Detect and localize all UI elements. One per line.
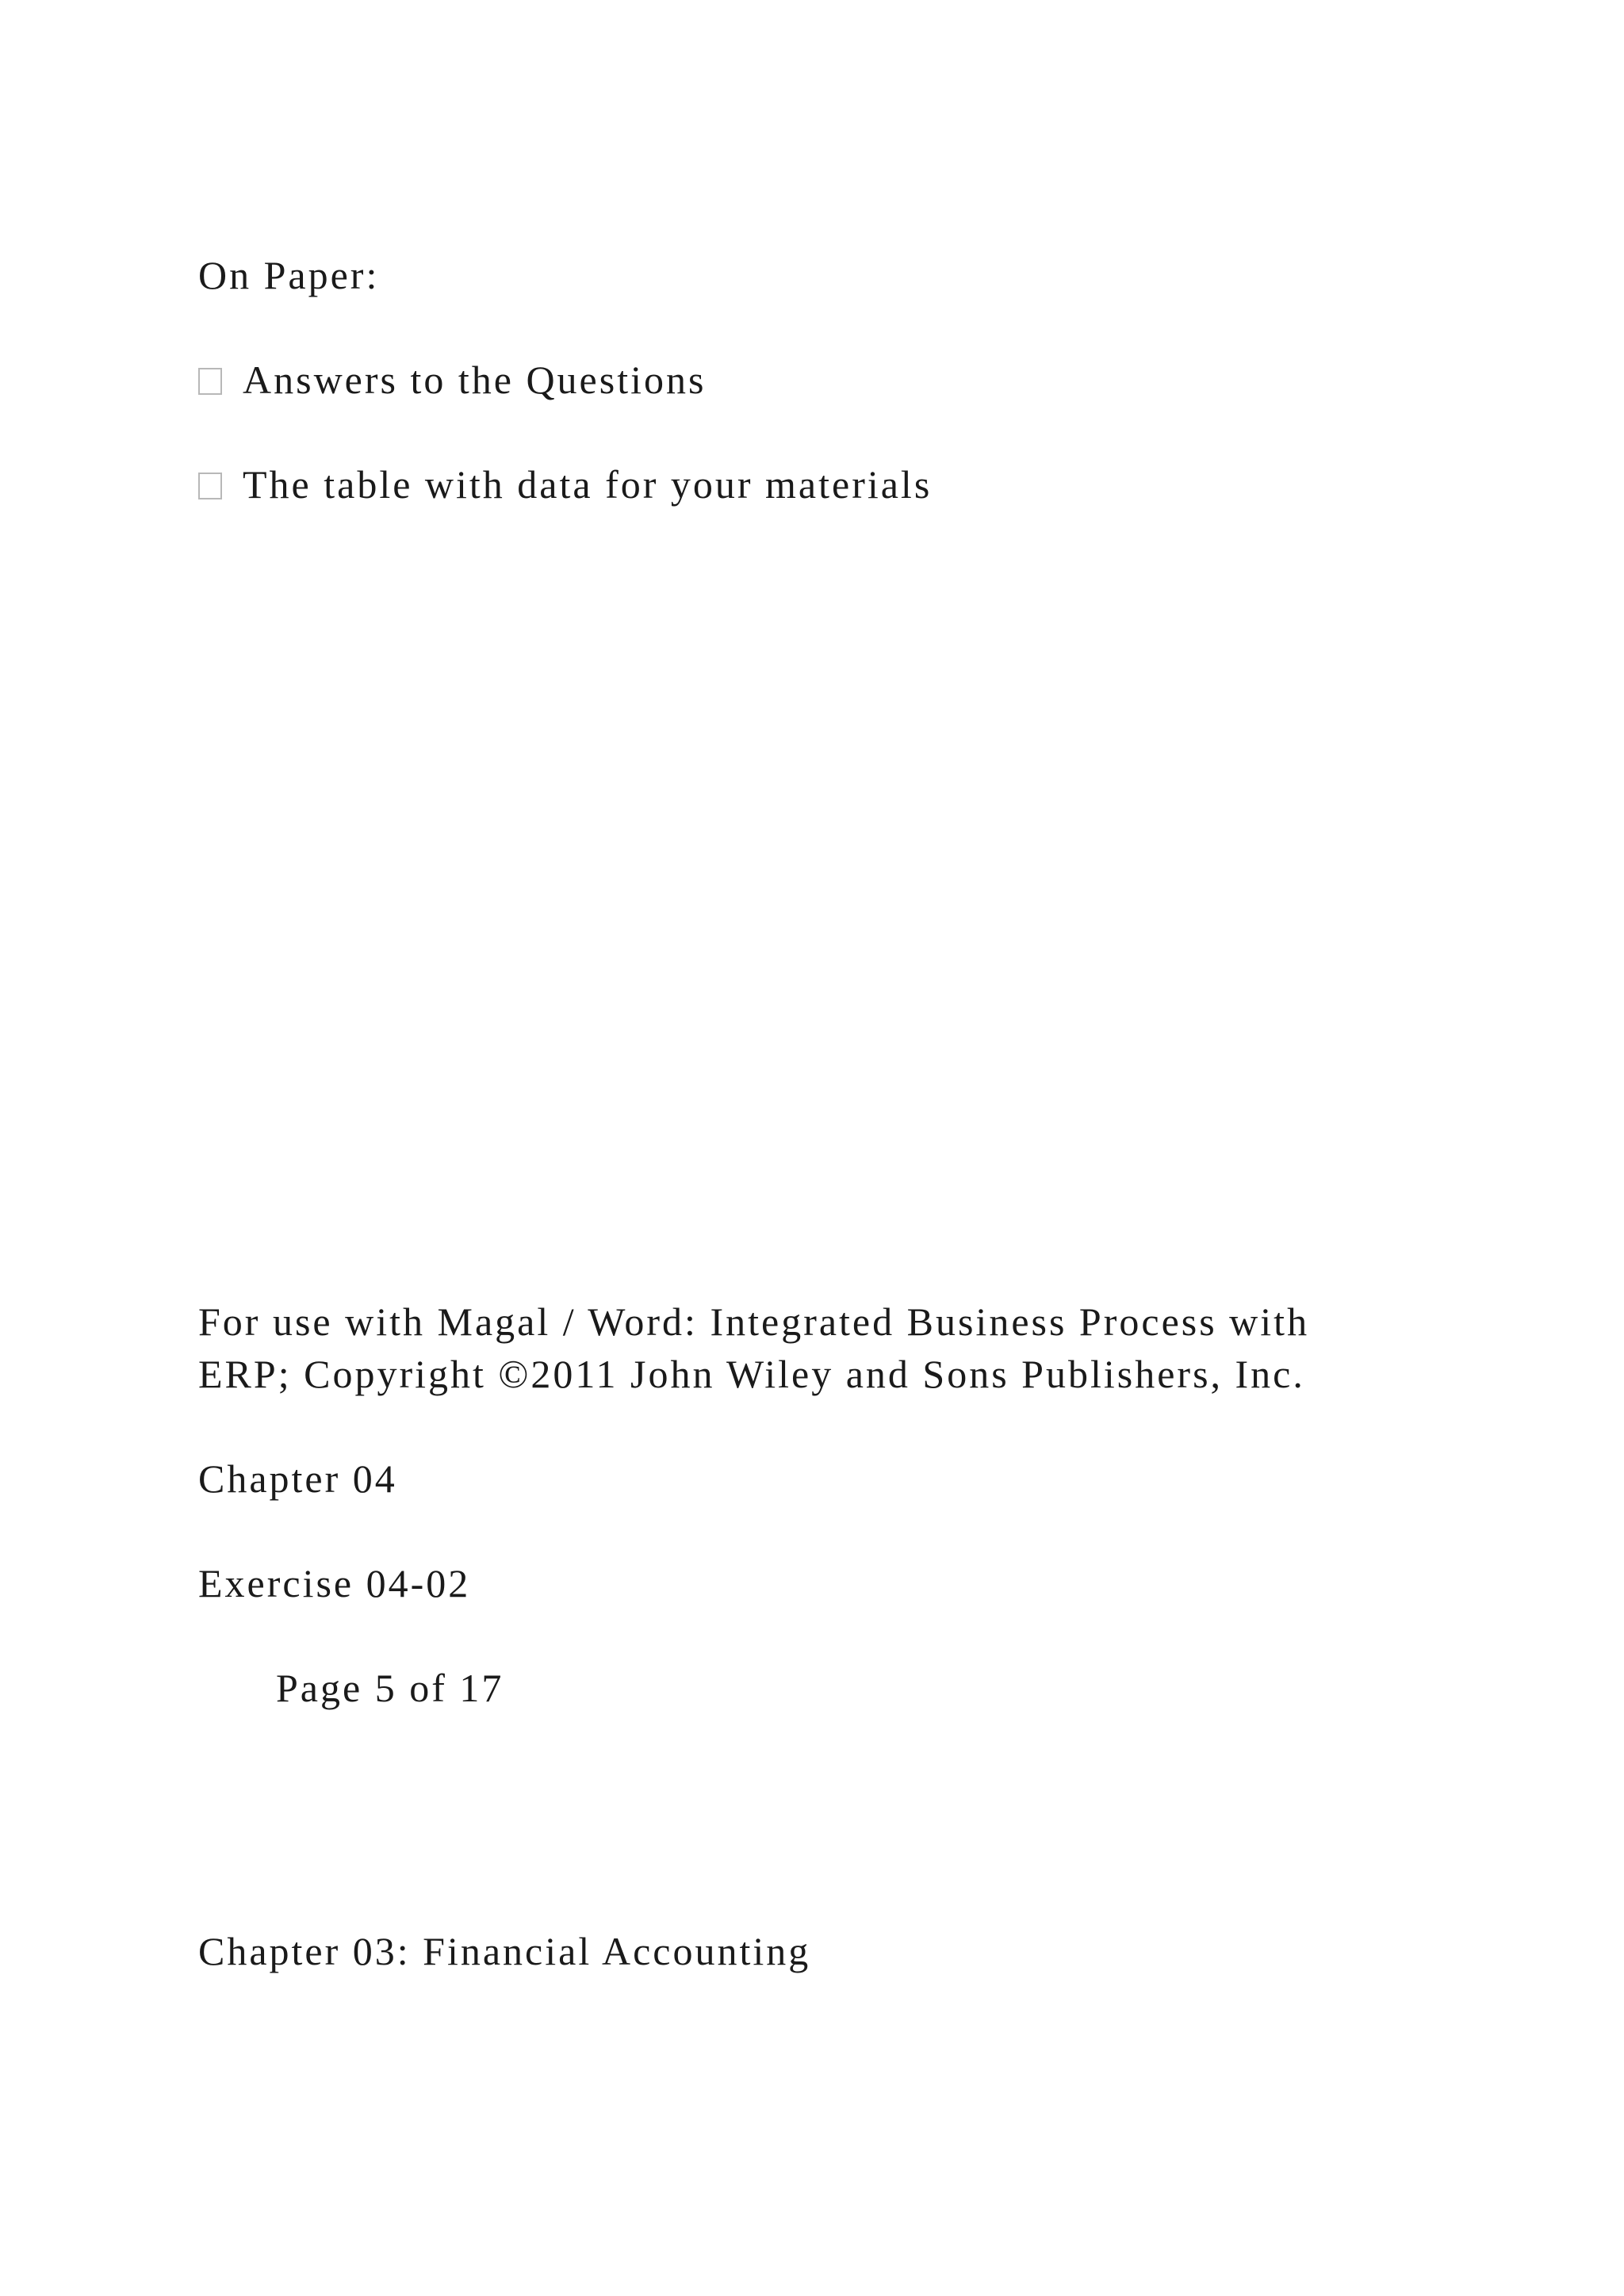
exercise-label: Exercise 04-02	[198, 1561, 471, 1605]
copyright-line-1: For use with Magal / Word: Integrated Business Process with	[198, 1299, 1310, 1344]
bullet-item	[198, 458, 932, 511]
on-paper-heading: On Paper:	[198, 253, 380, 297]
section-title: Chapter 03: Financial Accounting	[198, 1929, 811, 1973]
bullet-item	[198, 354, 706, 406]
checkbox-bullet-icon	[198, 473, 222, 499]
chapter-label: Chapter 04	[198, 1456, 397, 1501]
page-number: Page 5 of 17	[276, 1666, 504, 1710]
copyright-line-2: ERP; Copyright ©2011 John Wiley and Sons Publishers, Inc.	[198, 1352, 1305, 1396]
checkbox-bullet-icon	[198, 368, 222, 395]
bullet-text: Answers to the Questions	[243, 358, 707, 402]
bullet-text: The table with data for your materials	[243, 462, 933, 507]
